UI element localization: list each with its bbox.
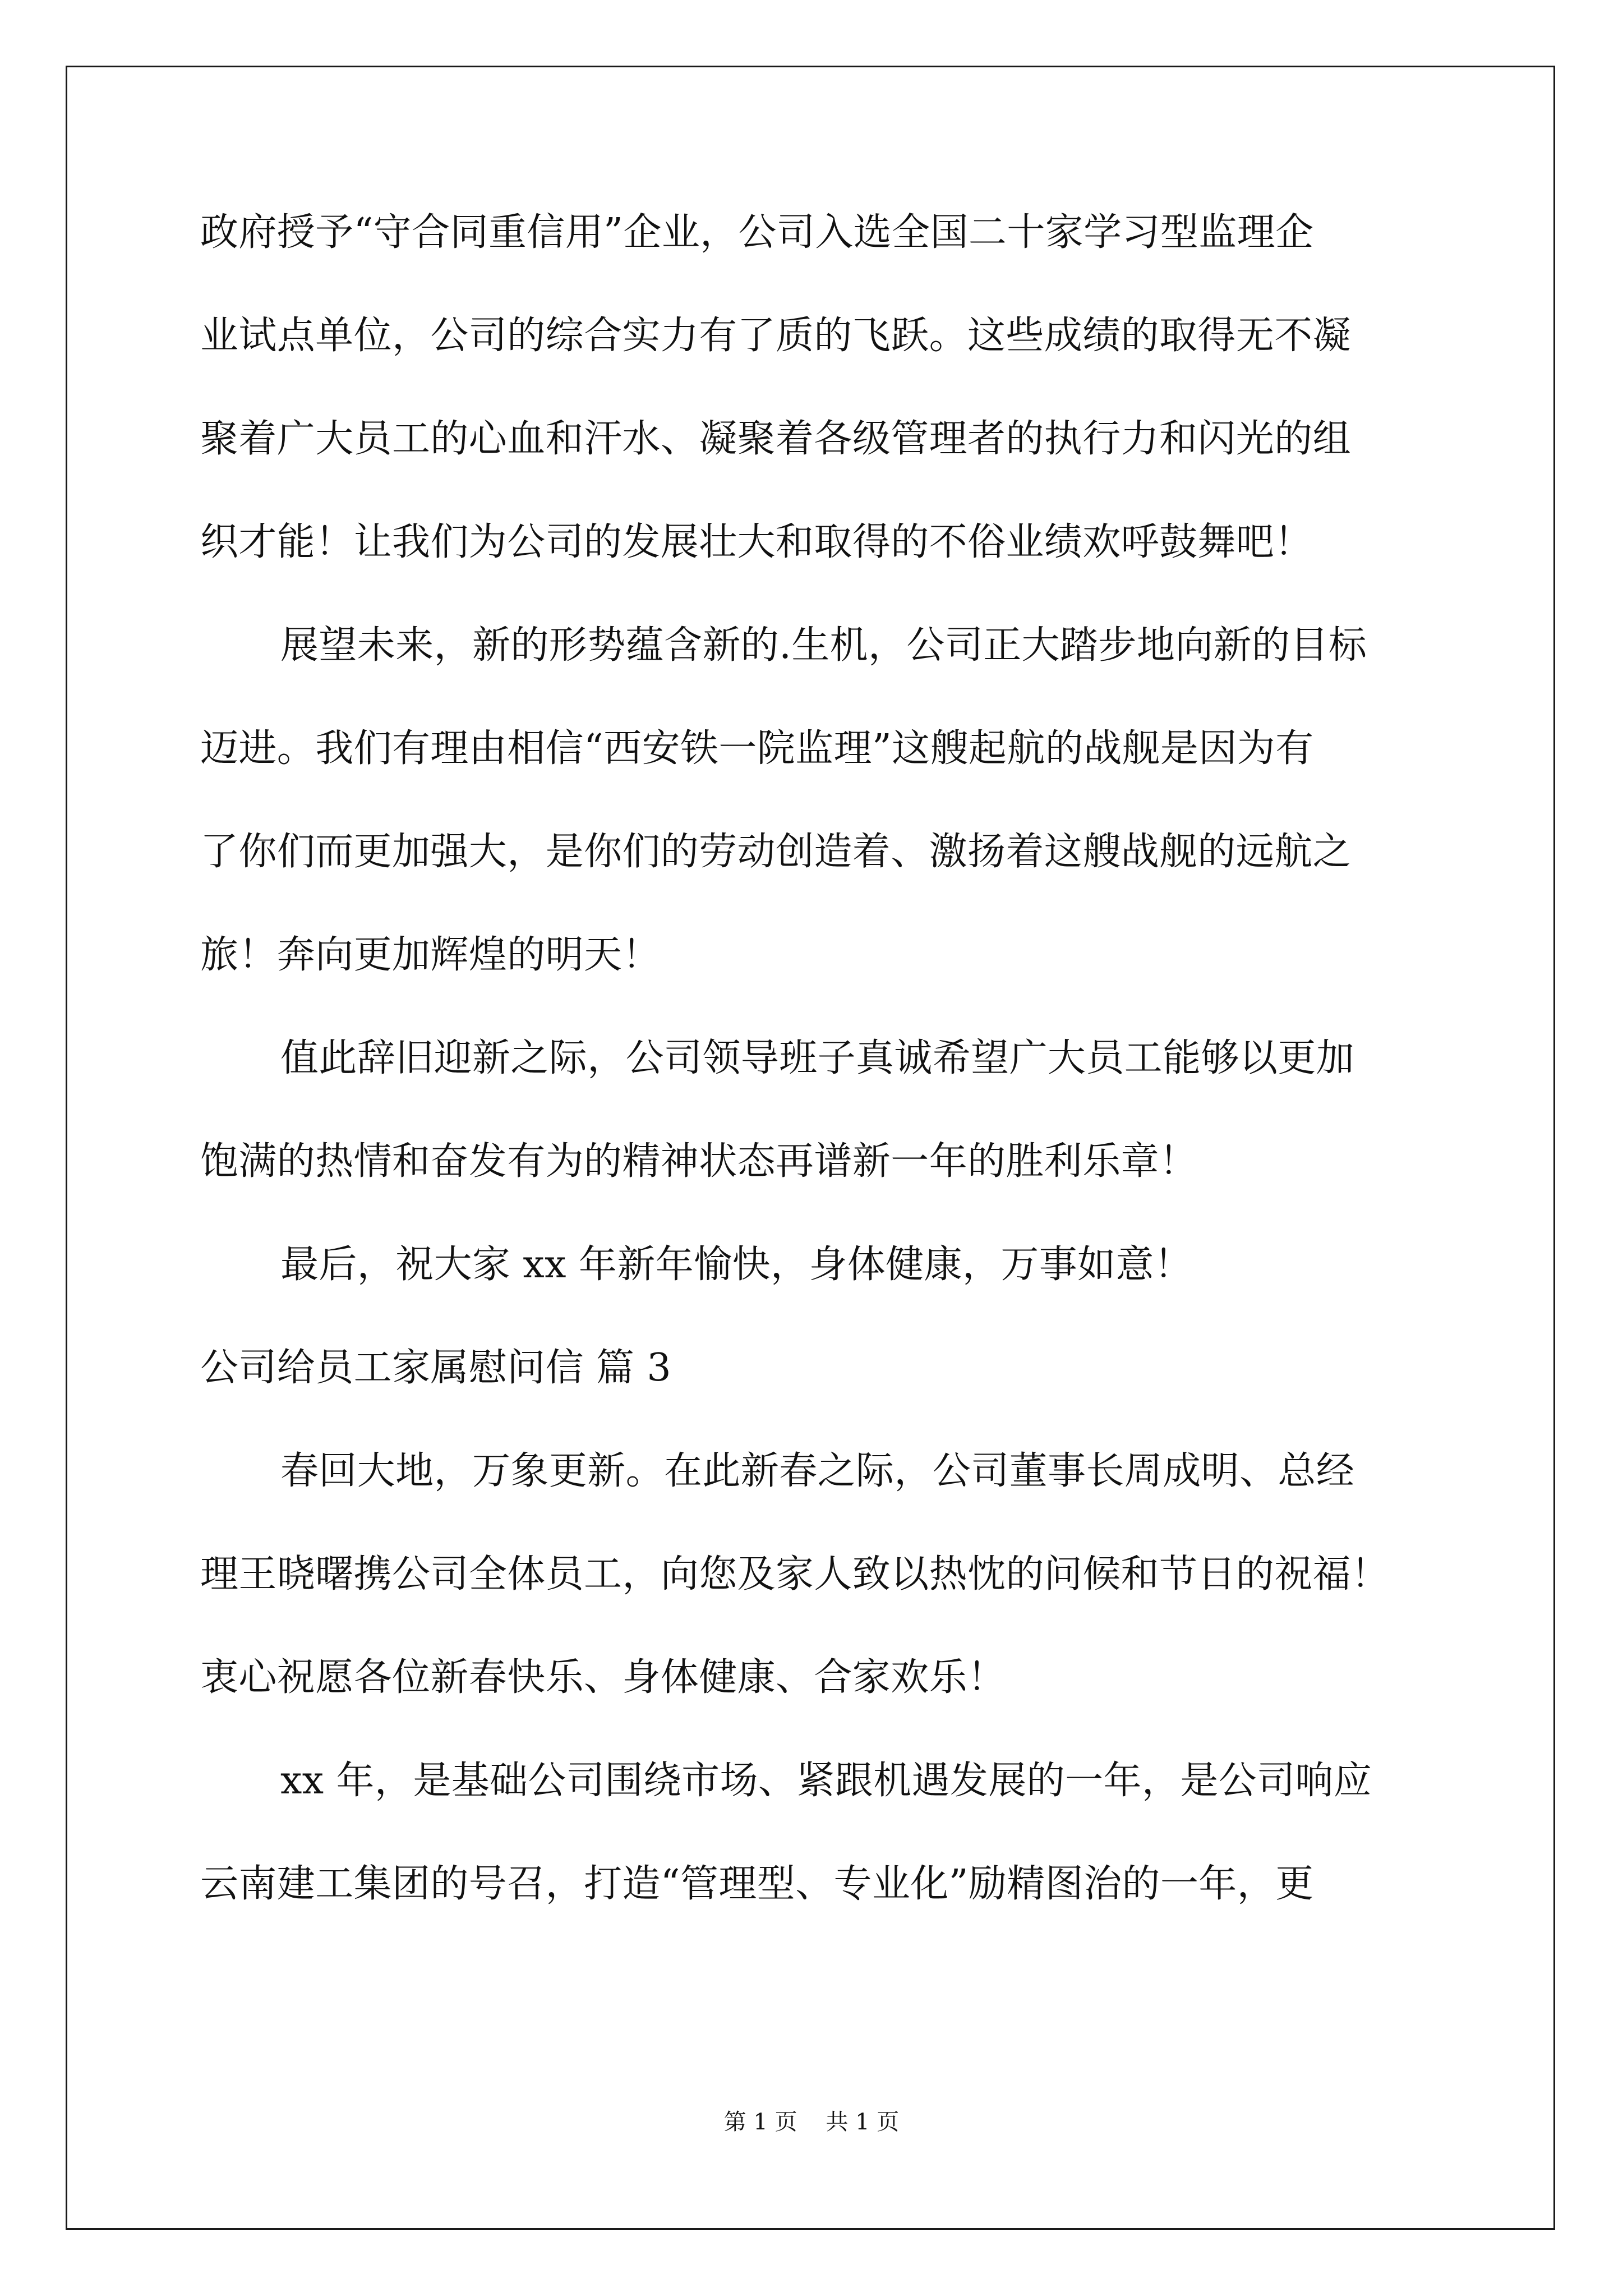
- text-line: 了你们而更加强大，是你们的劳动创造着、激扬着这艘战舰的远航之: [200, 830, 1352, 874]
- text-line: 政府授予“守合同重信用”企业，公司入选全国二十家学习型监理企: [200, 210, 1314, 255]
- text-line: 迈进。我们有理由相信“西安铁一院监理”这艘起航的战舰是因为有: [200, 726, 1314, 771]
- text-line: 展望未来，新的形势蕴含新的.生机，公司正大踏步地向新的目标: [280, 623, 1367, 668]
- section-heading: 公司给员工家属慰问信 篇 3: [200, 1346, 672, 1390]
- text-line: 理王晓曙携公司全体员工，向您及家人致以热忱的问候和节日的祝福！: [200, 1552, 1390, 1596]
- text-line: 饱满的热情和奋发有为的精神状态再谱新一年的胜利乐章！: [200, 1139, 1198, 1184]
- text-line: 旅！奔向更加辉煌的明天！: [200, 933, 661, 977]
- text-line: 最后，祝大家 xx 年新年愉快，身体健康，万事如意！: [280, 1243, 1193, 1287]
- text-line: 云南建工集团的号召，打造“管理型、专业化”励精图治的一年，更: [200, 1862, 1314, 1906]
- text-line: 聚着广大员工的心血和汗水、凝聚着各级管理者的执行力和闪光的组: [200, 417, 1352, 461]
- text-line: 值此辞旧迎新之际，公司领导班子真诚希望广大员工能够以更加: [280, 1036, 1355, 1080]
- text-line: 业试点单位，公司的综合实力有了质的飞跃。这些成绩的取得无不凝: [200, 314, 1352, 358]
- text-line: 织才能！让我们为公司的发展壮大和取得的不俗业绩欢呼鼓舞吧！: [200, 520, 1313, 564]
- page-footer: 第 1 页 共 1 页: [723, 2109, 900, 2135]
- text-line: 衷心祝愿各位新春快乐、身体健康、合家欢乐！: [200, 1655, 1006, 1700]
- text-line: xx 年，是基础公司围绕市场、紧跟机遇发展的一年，是公司响应: [280, 1759, 1372, 1803]
- text-line: 春回大地，万象更新。在此新春之际，公司董事长周成明、总经: [280, 1449, 1355, 1493]
